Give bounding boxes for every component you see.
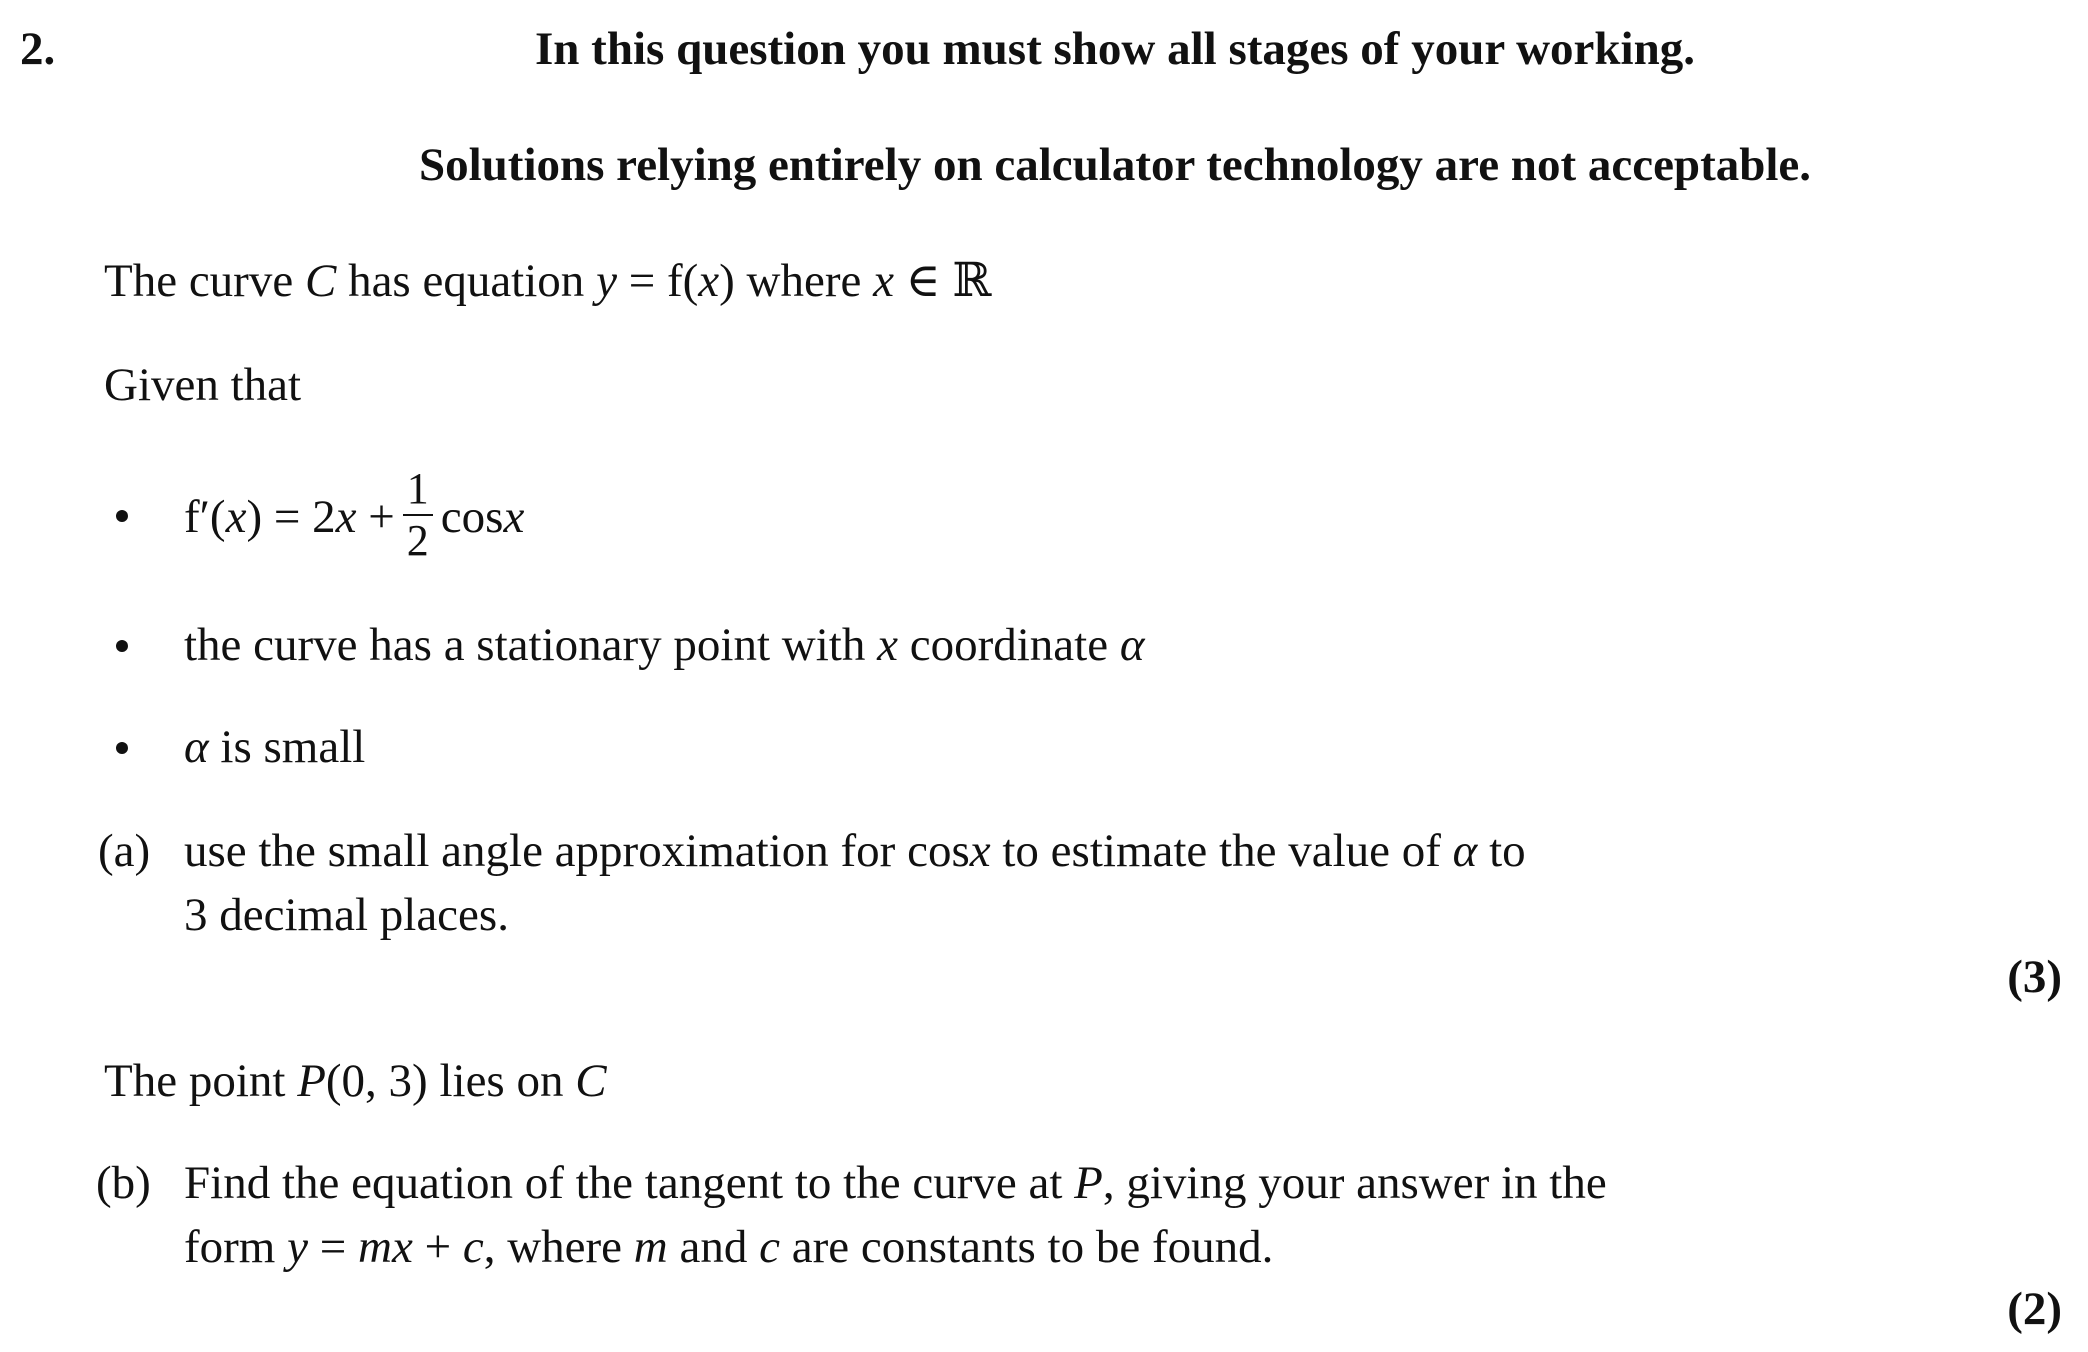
y-symbol-2: y [287, 1221, 308, 1273]
part-a-line-2: 3 decimal places. [184, 889, 509, 941]
part-b-form-text: form [184, 1221, 288, 1273]
point-statement [104, 1050, 607, 1112]
part-a-line-1 [184, 820, 1526, 882]
curve-def-text-3: ) where [719, 255, 874, 307]
part-a-label: (a) [98, 825, 151, 877]
part-b-text-4: are constants to be found. [780, 1221, 1274, 1273]
c-symbol: c [462, 1221, 484, 1273]
point-text-1: The point [104, 1055, 298, 1107]
bullet-2 [116, 640, 128, 652]
curve-def-eq: = f( [616, 255, 699, 307]
x-symbol-2: x [873, 255, 894, 307]
x-symbol-5: x [503, 491, 525, 543]
plus-sign: + [356, 491, 395, 543]
part-b-text-2: , giving your answer in the [1102, 1157, 1607, 1209]
x-symbol: x [698, 255, 720, 307]
fraction-numerator: 1 [403, 464, 433, 516]
bullet-1 [116, 510, 128, 522]
x-symbol-7: x [969, 825, 991, 877]
part-b-text-3: , where [483, 1221, 634, 1273]
alpha-symbol-2: α [184, 721, 209, 773]
question-number: 2. [20, 23, 56, 75]
point-coords: (0, 3) lies on [325, 1055, 576, 1107]
instruction-calculator: Solutions relying entirely on calculator technology are not acceptable. [418, 139, 1812, 191]
stationary-point-statement [184, 614, 1144, 676]
derivative-expression [184, 452, 524, 582]
y-symbol: y [596, 255, 617, 307]
curve-def-text-2: has equation [336, 255, 597, 307]
part-b-marks: (2) [2007, 1283, 2062, 1335]
real-set: ∈ ℝ [893, 255, 992, 307]
part-a-marks: (3) [2007, 951, 2062, 1003]
bullet-3 [116, 742, 128, 754]
plus-sign-2: + [412, 1221, 463, 1273]
x-symbol-6: x [877, 619, 898, 671]
fraction-denominator: 2 [406, 516, 429, 566]
derivative-eq: ) = 2 [246, 491, 336, 543]
alpha-small-statement [184, 716, 365, 778]
mx-symbol: mx [358, 1221, 413, 1273]
part-b-label: (b) [96, 1157, 151, 1209]
fraction-one-half [403, 464, 433, 566]
part-b-line-2 [184, 1216, 1273, 1278]
curve-definition [104, 250, 991, 312]
stationary-text-2: coordinate [897, 619, 1120, 671]
x-symbol-3: x [225, 491, 247, 543]
alpha-symbol-3: α [1452, 825, 1478, 877]
part-b-text-1: Find the equation of the tangent to the curve at [184, 1157, 1075, 1209]
instruction-show-working: In this question you must show all stages of your working. [535, 23, 1695, 75]
alpha-symbol: α [1119, 619, 1145, 671]
point-p-symbol: P [297, 1055, 326, 1107]
part-a-text-2: to estimate the value of [990, 825, 1453, 877]
stationary-text-1: the curve has a stationary point with [184, 619, 878, 671]
curve-def-text-1: The curve [104, 255, 305, 307]
curve-symbol: C [304, 255, 337, 307]
part-a-text-3: to [1477, 825, 1526, 877]
part-b-line-1 [184, 1152, 1607, 1214]
cos-function: cos [440, 491, 504, 543]
m-symbol: m [633, 1221, 668, 1273]
curve-symbol-2: C [575, 1055, 607, 1107]
equals-sign: = [308, 1221, 359, 1273]
x-symbol-4: x [335, 491, 357, 543]
c-symbol-2: c [759, 1221, 780, 1273]
part-b-and: and [667, 1221, 760, 1273]
derivative-prefix: f′( [184, 491, 226, 543]
alpha-small-text: is small [208, 721, 366, 773]
point-p-symbol-2: P [1074, 1157, 1103, 1209]
given-that: Given that [104, 359, 302, 411]
part-a-text-1: use the small angle approximation for cos [184, 825, 970, 877]
